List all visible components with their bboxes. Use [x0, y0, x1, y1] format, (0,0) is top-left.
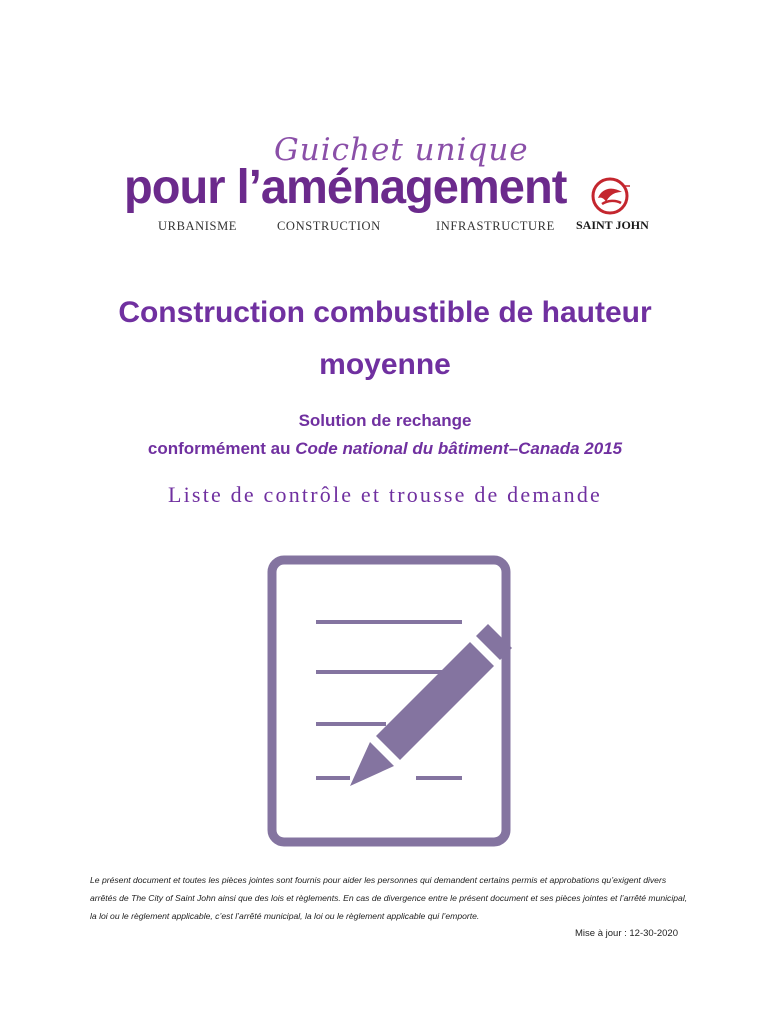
- page-title-line-2: moyenne: [319, 348, 451, 381]
- disclaimer-text: Le présent document et toutes les pièces jointes sont fournis pour aider les personnes qui demandent certains permis et approbations qu’exigent divers arrêtés de The City of Saint John ainsi que des lois et règlements. En cas de divergence entre le présent document et ses pièces jointes et l’arrêté municipal, la loi ou le règlement applicable, c’est l’arrêté municipal, la loi ou le règlement applicable qui l’emporte.: [90, 875, 688, 921]
- subtitle-line-1: Solution de rechange: [298, 411, 472, 430]
- logo-main-text: pour l’aménagement: [124, 161, 567, 214]
- subtitle-prefix: conformément au: [147, 439, 296, 458]
- logo-sub-urbanisme: URBANISME: [158, 219, 238, 233]
- updated-date: Mise à jour : 12-30-2020: [575, 928, 678, 939]
- logo-script-text: Guichet unique: [274, 132, 529, 168]
- checklist-heading: Liste de contrôle et trousse de demande: [167, 482, 602, 507]
- subtitle-line-2: [0, 436, 770, 462]
- saint-john-emblem-icon: [590, 176, 630, 216]
- logo-city-name: SAINT JOHN: [576, 218, 649, 232]
- logo: [124, 132, 654, 236]
- subtitle-code-name: Code national du bâtiment–Canada 2015: [295, 439, 623, 458]
- document-pencil-icon: [266, 554, 512, 848]
- page-title-line-1: Construction combustible de hauteur: [118, 296, 652, 329]
- logo-sub-infrastructure: INFRASTRUCTURE: [436, 219, 555, 233]
- logo-sub-construction: CONSTRUCTION: [277, 219, 381, 233]
